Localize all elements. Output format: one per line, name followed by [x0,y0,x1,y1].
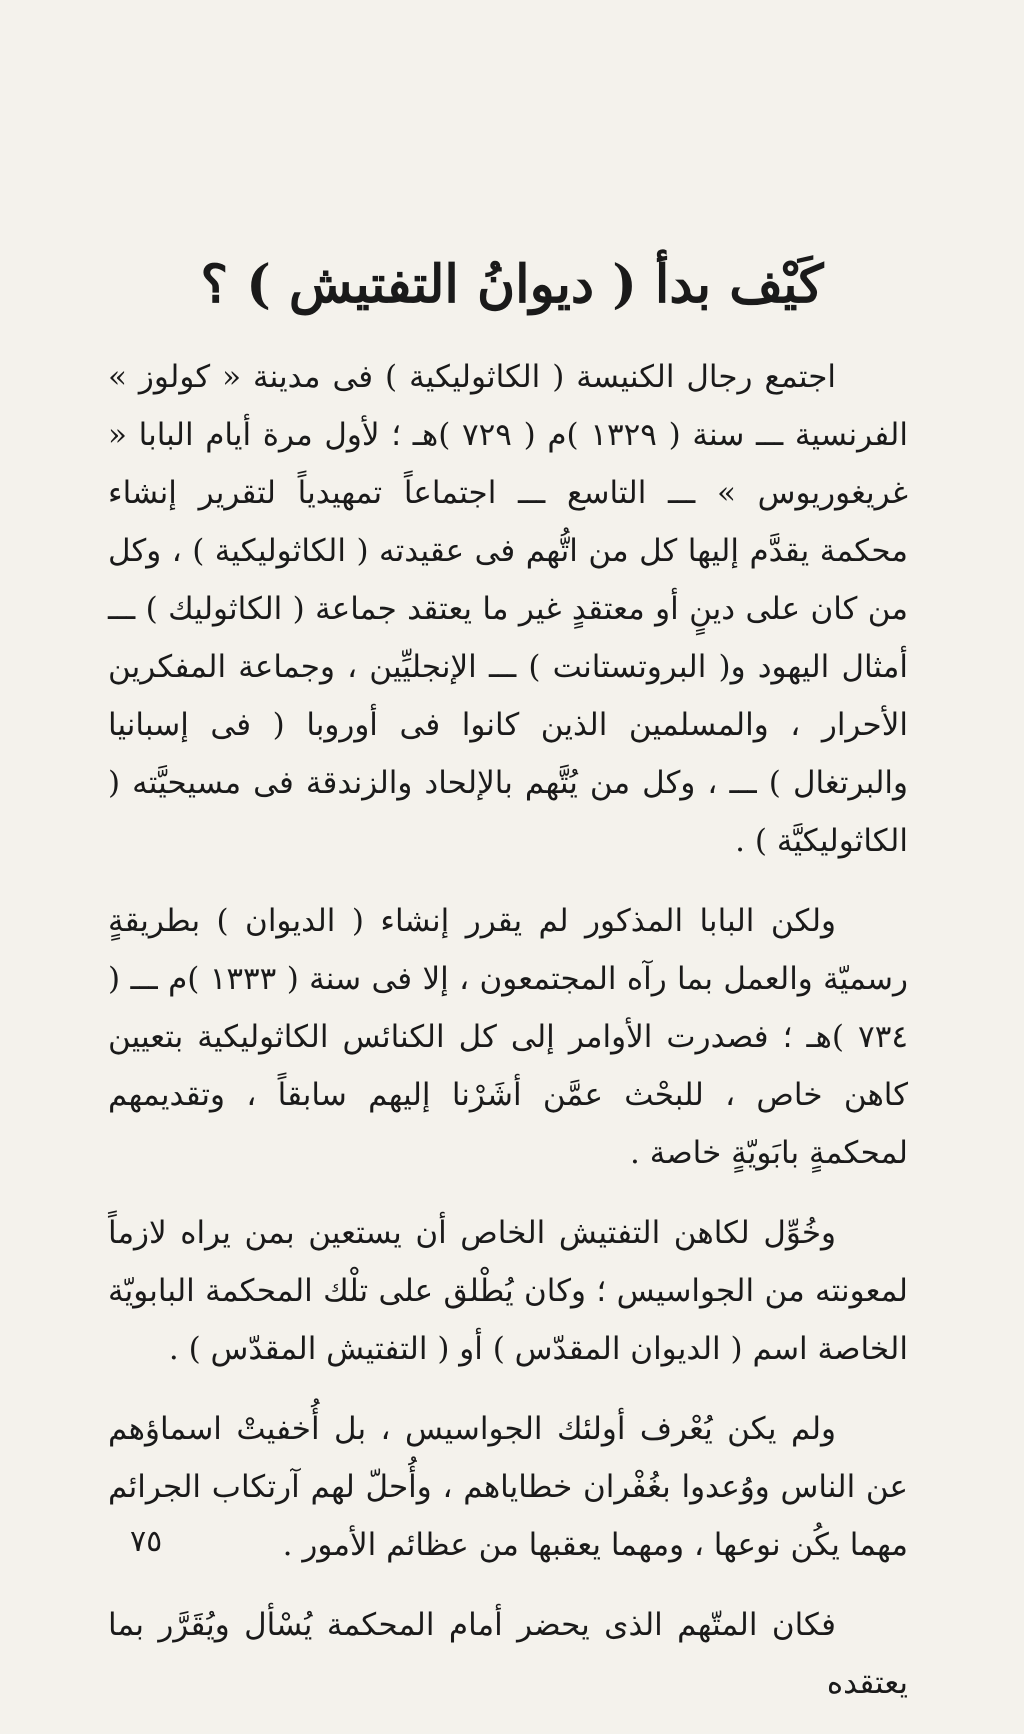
body-text [108,348,908,1734]
paragraph-4: ولم يكن يُعْرف أولئك الجواسيس ، بل أُخفيتْ اسماؤهم عن الناس ووُعدوا بغُفْران خطاياهم ، وأُحلّ لهم آرتكاب الجرائم مهما يكُن نوعها ، ومهما يعقبها من عظائم الأمور . [108,1411,908,1563]
paragraph-1: اجتمع رجال الكنيسة ( الكاثوليكية ) فى مدينة « كولوز » الفرنسية ـــ سنة ( ١٣٢٩ )م ( ٧٢٩ )هـ ؛ لأول مرة أيام البابا « غريغوريوس » ـــ التاسع ـــ اجتماعاً تمهيدياً لتقرير إنشاء محكمة يقدَّم إليها كل من اتُّهم فى عقيدته ( الكاثوليكية ) ، وكل من كان على دينٍ أو معتقدٍ غير ما يعتقد جماعة ( الكاثوليك ) ـــ أمثال اليهود و( البروتستانت ) ـــ الإنجليِّين ، وجماعة المفكرين الأحرار ، والمسلمين الذين كانوا فى أوروبا ( فى إسبانيا والبرتغال ) ـــ ، وكل من يُتَّهم بالإلحاد والزندقة فى مسيحيَّته ( الكاثوليكيَّة ) . [108,359,908,859]
page-number: ٧٥ [130,1524,163,1559]
paragraph-2: ولكن البابا المذكور لم يقرر إنشاء ( الديوان ) بطريقةٍ رسميّة والعمل بما رآه المجتمعون ، إلا فى سنة ( ١٣٣٣ )م ـــ ( ٧٣٤ )هـ ؛ فصدرت الأوامر إلى كل الكنائس الكاثوليكية بتعيين كاهن خاص ، للبحْث عمَّن أشَرْنا إليهم سابقاً ، وتقديمهم لمحكمةٍ بابَويّةٍ خاصة . [108,903,908,1171]
chapter-title: كَيْف بدأ ( ديوانُ التفتيش ) ؟ [200,254,824,315]
paragraph-3: وخُوِّل لكاهن التفتيش الخاص أن يستعين بمن يراه لازماً لمعونته من الجواسيس ؛ وكان يُطْلق على تلْك المحكمة البابويّة الخاصة اسم ( الديوان المقدّس ) أو ( التفتيش المقدّس ) . [108,1215,908,1367]
paragraph-5: فكان المتّهم الذى يحضر أمام المحكمة يُسْأل ويُقَرَّر بما يعتقده [108,1607,908,1701]
